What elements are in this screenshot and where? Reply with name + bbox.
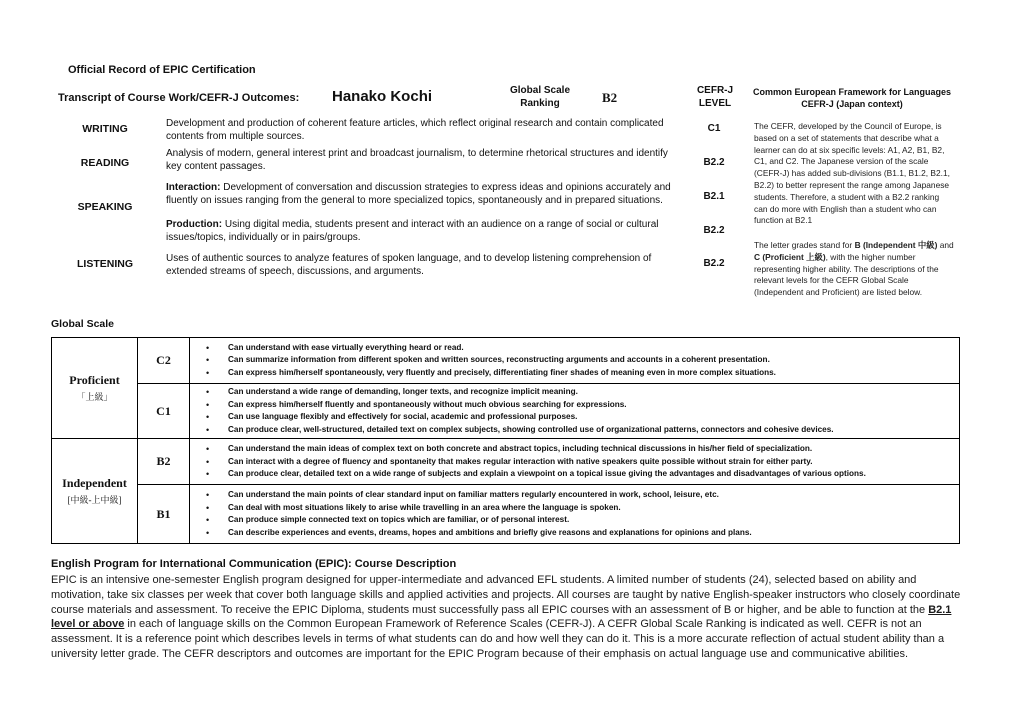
global-scale-ranking-label: Global Scale Ranking xyxy=(509,85,571,109)
list-item: • Can deal with most situations likely to arise while travelling in an area where the language is spoken. xyxy=(190,502,959,515)
skill-speaking-interaction-level: B2.1 xyxy=(703,191,725,202)
list-item: • Can understand a wide range of demanding, longer texts, and recognize implicit meaning. xyxy=(190,386,959,399)
level-c2: C2 xyxy=(138,338,190,384)
descriptors-c1 xyxy=(190,384,960,439)
skill-speaking: SPEAKING xyxy=(77,201,133,213)
note-text: The letter grades stand for xyxy=(754,240,855,250)
table-row xyxy=(52,439,960,485)
course-description-title: English Program for International Communication (EPIC): Course Description xyxy=(51,558,457,570)
interaction-text: Development of conversation and discussion strategies to express ideas and opinions accurately and fluently on issues ranging from the general to more specialized topics, spontaneously and in prepared situations. xyxy=(166,182,671,206)
cefrj-level-label: CEFR-J LEVEL xyxy=(696,85,734,109)
production-text: Using digital media, students present and interact with an audience on a range of social or cultural issues/topics, individually or in pairs/groups. xyxy=(166,219,659,243)
category-independent xyxy=(52,439,138,544)
category-name: Independent xyxy=(62,476,127,491)
level-b1: B1 xyxy=(138,485,190,544)
list-item: • Can interact with a degree of fluency and spontaneity that makes regular interaction with native speakers quite possible without strain for either party. xyxy=(190,456,959,469)
skill-listening: LISTENING xyxy=(76,258,133,270)
list-item: • Can use language flexibly and effectively for social, academic and professional purposes. xyxy=(190,411,959,424)
skill-reading-level: B2.2 xyxy=(703,157,725,168)
list-item: • Can understand the main ideas of complex text on both concrete and abstract topics, including technical discussions in his/her field of specialization. xyxy=(190,443,959,456)
skill-listening-description: Uses of authentic sources to analyze features of spoken language, and to develop listening comprehension of extended streams of speech, discussions, and arguments. xyxy=(166,253,652,277)
category-proficient xyxy=(52,338,138,439)
note-proficient: C (Proficient 上級) xyxy=(754,251,826,262)
global-scale-ranking-value: B2 xyxy=(602,90,618,105)
list-item: • Can express him/herself spontaneously, very fluently and precisely, differentiating finer shades of meaning even in more complex situations. xyxy=(190,367,959,380)
note-independent: B (Independent 中級) xyxy=(854,240,938,250)
interaction-label: Interaction: xyxy=(166,182,221,193)
skill-writing-level: C1 xyxy=(707,123,721,134)
document-title: Official Record of EPIC Certification xyxy=(68,64,256,76)
course-text: EPIC is an intensive one-semester English program designed for upper-intermediate and advanced EFL students. A limited number of students (24), selected based on ability and motivation, take six classes per week that cover both language skills and applied activities and projects. All courses are taught by native English-speaker instructors who closely coordinate course materials and assessment. To receive the EPIC Diploma, students must successfully pass all EPIC courses with an assessment of B or higher, and be able to function at the xyxy=(51,574,961,616)
skill-speaking-production-level: B2.2 xyxy=(703,225,725,236)
skill-speaking-production-description xyxy=(166,218,686,244)
global-scale-label: Global Scale xyxy=(51,318,115,330)
category-sub: 「上級」 xyxy=(76,392,113,403)
category-sub: [中級-上中級] xyxy=(67,495,122,506)
skill-writing-description: Development and production of coherent feature articles, which reflect original research and contain complicated contents from multiple sources. xyxy=(166,118,664,142)
list-item: • Can understand the main points of clear standard input on familiar matters regularly encountered in work, school, leisure, etc. xyxy=(190,489,959,502)
note-text: and xyxy=(937,240,954,250)
list-item: • Can summarize information from different spoken and written sources, reconstructing arguments and accounts in a coherent presentation. xyxy=(190,354,959,367)
table-row xyxy=(52,338,960,384)
skill-reading: READING xyxy=(80,157,130,169)
skill-listening-level: B2.2 xyxy=(703,258,725,269)
cefr-note-description: The CEFR, developed by the Council of Europe, is based on a set of statements that describe what a learner can do at six specific levels: A1, A2, B1, B2, C1, and C2. The Japanese version of the scale (CEFR-J) has added sub-divisions (B1.1, B1.2, B2.1, B2.2) to better represent the range among Japanese students. Therefore, a student with a B2.2 ranking can do more with English than a student who can function at B2.1 xyxy=(754,121,950,226)
table-row xyxy=(52,485,960,544)
level-b2: B2 xyxy=(138,439,190,485)
list-item: • Can express him/herself fluently and spontaneously without much obvious searching for expressions. xyxy=(190,399,959,412)
category-name: Proficient xyxy=(69,373,120,388)
list-item: • Can produce simple connected text on topics which are familiar, or of personal interest. xyxy=(190,514,959,527)
list-item: • Can produce clear, well-structured, detailed text on complex subjects, showing controlled use of organizational patterns, connectors and cohesive devices. xyxy=(190,424,959,437)
global-scale-table xyxy=(51,337,960,544)
skill-speaking-interaction-description xyxy=(166,181,686,207)
course-text: in each of language skills on the Common European Framework of Reference Scales (CEFR-J). A CEFR Global Scale Ranking is indicated as well. CEFR is not an assessment. It is a reference point which describes levels in terms of what students can do and how well they can do it. This is a more accurate reflection of actual student ability than a university letter grade. The CEFR descriptors and outcomes are important for the EPIC Program because of their emphasis on actual language use and communicative abilities. xyxy=(51,618,945,660)
cefr-heading: Common European Framework for Languages CEFR-J (Japan context) xyxy=(752,87,952,109)
course-emphasis: B2.1 level or above xyxy=(51,603,952,631)
level-c1: C1 xyxy=(138,384,190,439)
list-item: • Can understand with ease virtually everything heard or read. xyxy=(190,342,959,355)
note-text: , with the higher number representing higher ability. The descriptions of the relevant levels for the CEFR Global Scale (Independent and Proficient) are listed below. xyxy=(754,251,939,298)
course-description-body xyxy=(51,573,966,662)
descriptors-b1 xyxy=(190,485,960,544)
production-label: Production: xyxy=(166,219,223,230)
skill-writing: WRITING xyxy=(82,123,128,135)
cefr-note-letter-grades xyxy=(754,240,954,299)
table-row xyxy=(52,384,960,439)
student-name: Hanako Kochi xyxy=(332,88,433,105)
list-item: • Can produce clear, detailed text on a wide range of subjects and explain a viewpoint on a topical issue giving the advantages and disadvantages of various options. xyxy=(190,468,959,481)
descriptors-b2 xyxy=(190,439,960,485)
descriptors-c2 xyxy=(190,338,960,384)
transcript-label: Transcript of Course Work/CEFR-J Outcomes: xyxy=(58,92,300,104)
skill-reading-description: Analysis of modern, general interest print and broadcast journalism, to determine rhetorical structures and identify key content passages. xyxy=(166,148,668,172)
list-item: • Can describe experiences and events, dreams, hopes and ambitions and briefly give reasons and explanations for opinions and plans. xyxy=(190,527,959,540)
